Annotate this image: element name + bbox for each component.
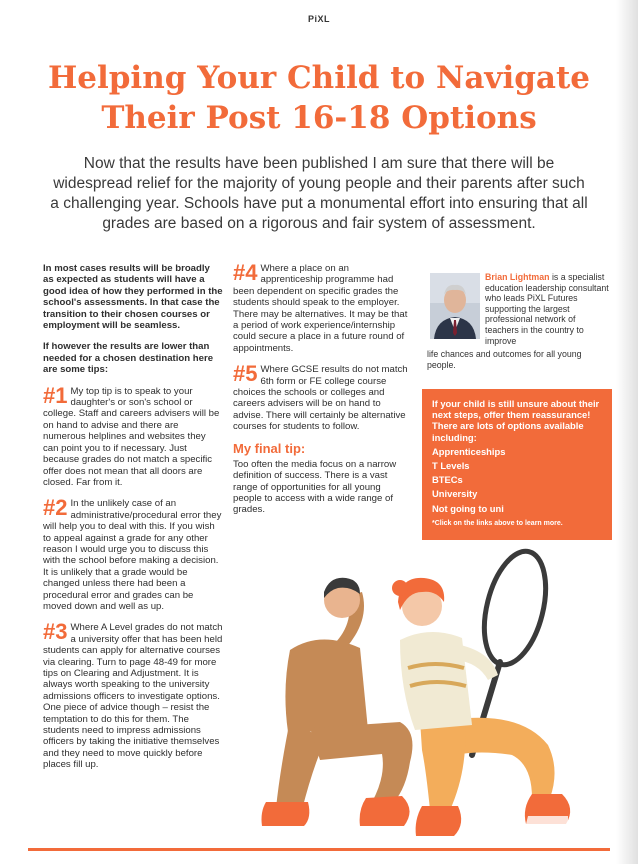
link-apprenticeships[interactable]: Apprenticeships — [432, 445, 506, 457]
middle-column — [233, 260, 411, 516]
tip-4-number: #4 — [233, 260, 258, 285]
bio-description: is a specialist education leadership consultant who leads PiXL Futures supporting the largest professional network of teachers in the country to improve — [485, 272, 609, 346]
bio-text-continued: life chances and outcomes for all young people. — [427, 349, 582, 370]
tip-3-number: #3 — [43, 619, 68, 645]
tip-3-text: Where A Level grades do not match a university offer that has been held students can apply for alternative courses via clearing. Turn to page 48-49 for more tips on Clearing and Adjustment. It is always worth speaking to the university admissions officers to investigate options. One piece of advice though – resist the temptation to do this for them. The students need to impress admissions officers by taking the initiative themselves and they need to move quickly before places fill up. — [43, 622, 223, 771]
title-line-1: Helping Your Child to Navigate — [47, 60, 591, 96]
brand-logo: PiXL — [307, 14, 330, 24]
tip-1-text: My top tip is to speak to your daughter's or son's school or college. Staff and careers advisers will be on hand to advise and there are numerous helplines and websites they can point you to if necessary. Just because grades do not match a specific offer does not mean that all doors are closed. Far from it. — [43, 385, 220, 488]
bottom-rule — [28, 848, 610, 851]
link-not-going-to-uni[interactable]: Not going to uni — [432, 502, 504, 514]
tip-2-text: In the unlikely case of an administrative/procedural error they will help you to deal with this. If you wish to appeal against a grade for any other reason I would urge you to discuss this with the school before making a decision. It is unlikely that a grade would be changed unless there had been a procedural error and grades can be moved down and well as up. — [43, 498, 222, 612]
tip-2 — [43, 495, 223, 612]
tip-3 — [43, 619, 223, 771]
callout-note: *Click on the links above to learn more. — [432, 519, 563, 527]
tip-4-text: Where a place on an apprenticeship programme had been dependent on specific grades the students should speak to the employer. There may be alternatives. It may be that a period of work experience/internship could secure a place in a future round of appointments. — [233, 263, 408, 354]
link-t-levels[interactable]: T Levels — [432, 460, 470, 472]
author-photo — [430, 273, 480, 339]
options-callout — [422, 389, 612, 540]
tip-5-number: #5 — [233, 361, 258, 387]
title-line-2: Their Post 16-18 Options — [101, 100, 537, 136]
left-column — [43, 263, 223, 771]
tip-5-text: Where GCSE results do not match 6th form or FE college course choices the schools or colleges and careers advisers will be on hand to advise. There will certainly be alternative courses for students to follow. — [233, 364, 408, 433]
link-btecs[interactable]: BTECs — [432, 474, 463, 486]
students-illustration — [250, 540, 620, 850]
final-tip-heading: My final tip: — [233, 440, 306, 456]
tip-4 — [233, 260, 411, 354]
lead-paragraph-2: If however the results are lower than needed for a chosen destination here are some tips: — [43, 341, 214, 376]
tip-1 — [43, 382, 223, 489]
tip-2-number: #2 — [43, 495, 68, 521]
bio-text — [485, 272, 609, 346]
callout-intro: If your child is still unsure about their next steps, offer them reassurance! There are lots of options available including: — [432, 398, 600, 443]
link-university[interactable]: University — [432, 488, 478, 500]
author-bio — [427, 270, 609, 370]
lead-paragraph-1: In most cases results will be broadly as expected as students will have a good idea of how they performed in the school's assessments. In that case the transition to their chosen courses or employment will be seamless. — [43, 263, 223, 332]
bio-name: Brian Lightman — [485, 272, 550, 282]
tip-1-number: #1 — [43, 382, 68, 408]
tip-5 — [233, 361, 411, 433]
page-title — [30, 58, 608, 138]
final-tip-text: Too often the media focus on a narrow definition of success. There is a vast range of opportunities for all young people to access with a wide range of grades. — [233, 458, 397, 516]
intro-paragraph: Now that the results have been published I am sure that there will be widespread relief for the majority of young people and their parents after such a challenging year. Schools have put a monumental effort into ensuring that all grades are based on a rigorous and fair system of assessment. — [50, 155, 588, 232]
